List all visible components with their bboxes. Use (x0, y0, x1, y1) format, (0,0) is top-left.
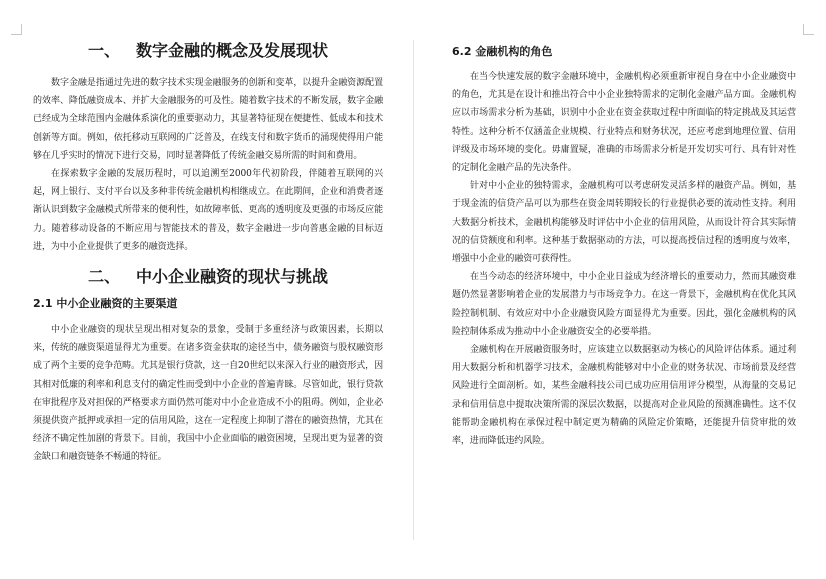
section-heading-2 (33, 266, 383, 288)
paragraph: 在当今动态的经济环境中，中小企业日益成为经济增长的重要动力，然而其融资难题仍然显著影响着企业的发展潜力与市场竞争力。在这一背景下，金融机构在优化其风险控制机制、有效应对中小企业融资风险方面显得尤为重要。因此，强化金融机构的风险控制体系成为推动中小企业融资安全的必要举措。 (452, 272, 796, 337)
subsection-heading: 2.1 中小企业融资的主要渠道 (33, 297, 178, 311)
section-title: 数字金融的概念及发展现状 (136, 41, 329, 60)
section-title: 中小企业融资的现状与挑战 (136, 267, 329, 287)
section-number: 一、 (87, 41, 120, 60)
paragraph: 数字金融是指通过先进的数字技术实现金融服务的创新和变革，以提升金融资源配置的效率、降低融资成本、并扩大金融服务的可及性。随着数字技术的不断发展，数字金融已经成为全球范围内金融体系演化的重要驱动力，其显著特征现在便捷性、低成本和技术创新等方面。例如，依托移动互联网的广泛普及，在线支付和数字货币的涌现使得用户能够在几乎实时的情况下进行交易，同时显著降低了传统金融交易所需的时间和费用。 (33, 78, 383, 161)
section-number: 二、 (87, 267, 120, 287)
paragraph: 在当今快速发展的数字金融环境中，金融机构必须重新审视自身在中小企业融资中的角色，尤其是在设计和推出符合中小企业独特需求的定制化金融产品方面。金融机构应以市场需求分析为基础，识别中小企业在资金获取过程中所面临的特定挑战及其运营特性。这种分析不仅涵盖企业规模、行业特点和财务状况，还应考虑到地理位置、信用评级及市场环境的变化。毋庸置疑，准确的市场需求分析是开发切实可行、具有针对性的定制化金融产品的先决条件。 (452, 72, 796, 174)
subsection-heading: 6.2 金融机构的角色 (452, 45, 553, 58)
paragraph: 金融机构在开展融资服务时，应该建立以数据驱动为核心的风险评估体系。通过利用大数据分析和机器学习技术，金融机构能够对中小企业的财务状况、市场前景及经营风险进行全面剖析。如，某些金融科技公司已成功应用信用评分模型，从海量的交易记录和信用信息中提取决策所需的深层次数据，以提高对企业风险的预测准确性。这不仅能帮助金融机构在承保过程中制定更为精确的风险定价策略，还能提升信贷审批的效率，进而降低违约风险。 (452, 345, 796, 447)
section-heading-1 (33, 40, 383, 62)
right-page (414, 0, 826, 579)
paragraph: 中小企业融资的现状呈现出相对复杂的景象，受制于多重经济与政策因素，长期以来，传统的融资渠道显得尤为重要。在诸多资金获取的途径当中，债务融资与股权融资形成了两个主要的竞争范畴。尤其是银行贷款，这一自20世纪以来深入行业的融资形式，因其相对低廉的利率和利息支付的确定性而受到中小企业的普遍青睐。尽管如此，银行贷款在审批程序及对担保的严格要求方面仍然可能对中小企业造成不小的阻碍。例如，企业必须提供资产抵押或承担一定的信用风险，这在一定程度上抑制了潜在的融资热情，尤其在经济不确定性加剧的背景下。目前，我国中小企业面临的融资困境，呈现出更为显著的资金缺口和融资链条不畅通的特征。 (33, 325, 383, 463)
paragraph: 针对中小企业的独特需求，金融机构可以考虑研发灵活多样的融资产品。例如，基于现金流的信贷产品可以为那些在资金周转期较长的行业提供必要的流动性支持。利用大数据分析技术，金融机构能够及时评估中小企业的信用风险，从而设计符合其实际情况的信贷额度和利率。这种基于数据驱动的方法，可以提高授信过程的透明度与效率，增强中小企业的融资可获得性。 (452, 181, 796, 265)
paragraph: 在探索数字金融的发展历程时，可以追溯至2000年代初阶段，伴随着互联网的兴起，网上银行、支付平台以及多种非传统金融机构相继成立。在此期间，企业和消费者逐渐认识到数字金融模式所带来的便利性，如故障率低、更高的透明度及更强的市场反应能力。随着移动设备的不断应用与智能技术的普及，数字金融进一步向普惠金融的目标迈进，为中小企业提供了更多的融资选择。 (33, 169, 383, 252)
